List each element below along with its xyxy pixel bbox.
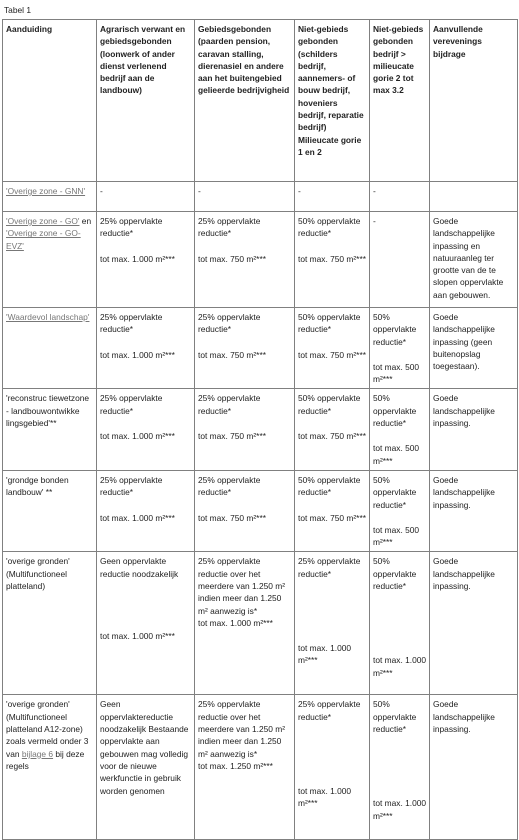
table-row [3,695,518,840]
reduction-text: 25% oppervlakte reductie* [100,312,163,335]
reduction-text: 25% oppervlakte reductie over het meerdere van 1.250 m² indien meer dan 1.250 m² aanwezig is* [198,699,286,759]
max-text: tot max. 1.000 m²*** [100,631,175,642]
reduction-text: 25% oppervlakte reductie* [298,699,361,722]
table-cell [195,389,295,470]
table-row [3,389,518,470]
table-cell: - [370,182,430,212]
max-text: tot max. 750 m²*** [198,431,266,442]
table-cell [97,389,195,470]
max-text: tot max. 1.000 m²*** [100,349,175,360]
table-cell [195,308,295,389]
table-cell [370,470,430,551]
reduction-text: 50% oppervlakte reductie* [373,699,417,735]
reduction-text: 25% oppervlakte reductie* [198,393,261,416]
max-text: tot max. 750 m²*** [198,512,266,523]
reduction-text: 25% oppervlakte reductie* [198,312,261,335]
reduction-text: 25% oppervlakte reductie* [198,216,261,239]
header-row [3,20,518,182]
table-cell [370,552,430,695]
zone-cell [3,182,97,212]
max-text: tot max. 1.000 m²*** [298,643,352,666]
table-cell [97,308,195,389]
table-cell: Goede landschappelijke inpassing. [430,695,518,840]
table-row [3,212,518,308]
table-cell: Goede landschappelijke inpassing. [430,470,518,551]
table-cell: - [370,212,430,308]
connector-text: en [79,216,92,226]
table-caption: Tabel 1 [4,5,32,15]
reduction-text: 50% oppervlakte reductie* [298,312,361,335]
max-text: tot max. 1.000 m²*** [100,512,175,523]
table-cell [370,389,430,470]
header-cell: Aanvullende verevenings bijdrage [430,20,518,182]
table-cell [295,470,370,551]
reduction-text: 50% oppervlakte reductie* [373,312,417,347]
max-text: tot max. 750 m²*** [298,512,366,523]
max-text: tot max. 1.000 m²*** [373,798,427,821]
header-cell: Aanduiding [3,20,97,182]
table-cell: - [295,182,370,212]
table-cell: - [195,182,295,212]
table-cell [97,212,195,308]
table-row [3,308,518,389]
max-text: tot max. 1.000 m²*** [100,431,175,442]
max-text: tot max. 1.000 m²*** [373,655,427,678]
zone-link[interactable]: 'Overige zone - GO' [6,216,80,226]
table-cell [195,552,295,695]
max-text: tot max. 1.000 m²*** [198,617,273,628]
table-cell [97,552,195,695]
table-cell [195,695,295,840]
zone-cell [3,308,97,389]
reduction-text: 25% oppervlakte reductie* [100,474,163,498]
table-cell: Goede landschappelijke inpassing. [430,552,518,695]
header-cell: Agrarisch verwant en gebiedsgebonden (loonwerk of ander dienst verlenend bedrijf aan de landbouw) [97,20,195,182]
reduction-text: Geen oppervlakte reductie noodzakelijk [100,556,179,579]
header-cell: Niet-gebieds gebonden (schilders bedrijf, aannemers- of bouw bedrijf, hoveniers bedrijf, reparatie bedrijf) Milieucate gorie 1 en 2 [295,20,370,182]
table-cell [430,182,518,212]
table-cell [295,695,370,840]
table-cell [295,308,370,389]
reduction-text: 50% oppervlakte reductie* [298,216,361,239]
reduction-text: 25% oppervlakte reductie* [100,216,163,239]
reduction-text: 25% oppervlakte reductie* [198,474,261,498]
zone-link[interactable]: 'Waardevol landschap' [6,312,90,322]
max-text: tot max. 500 m²*** [373,443,420,466]
max-text: tot max. 1.000 m²*** [100,253,175,264]
max-text: tot max. 750 m²*** [298,349,366,360]
reduction-text: 50% oppervlakte reductie* [373,556,417,592]
reduction-text: 25% oppervlakte reductie* [100,393,163,416]
max-text: tot max. 500 m²*** [373,361,420,385]
zone-link[interactable]: 'Overige zone - GNN' [6,186,86,196]
max-text: tot max. 750 m²*** [298,253,366,264]
reduction-text: 50% oppervlakte reductie* [373,474,417,510]
table-cell: Geen oppervlaktereductie noodzakelijk Bestaande oppervlakte aan gebouwen mag volledig voor de nieuwe werkfunctie in gebruik worden genomen [97,695,195,840]
zone-cell [3,212,97,308]
zone-text: bij deze regels [6,748,85,771]
reduction-text: 25% oppervlakte reductie* [298,556,361,579]
table-cell [295,552,370,695]
table-cell: Goede landschappelijke inpassing. [430,389,518,470]
zone-link[interactable]: 'Overige zone - GO-EVZ' [6,228,81,251]
table-cell: - [97,182,195,212]
max-text: tot max. 1.000 m²*** [298,786,352,809]
table-cell [370,308,430,389]
table-cell [295,389,370,470]
table-row [3,470,518,551]
zone-cell: 'overige gronden' (Multifunctioneel platteland) [3,552,97,695]
table-cell [370,695,430,840]
max-text: tot max. 500 m²*** [373,524,420,548]
table-row [3,182,518,212]
data-table [2,19,518,840]
table-cell [195,212,295,308]
header-cell: Niet-gebieds gebonden bedrijf > milieucate gorie 2 tot max 3.2 [370,20,430,182]
zone-cell [3,695,97,840]
table-row [3,552,518,695]
header-cell: Gebiedsgebonden (paarden pension, caravan stalling, dierenasiel en andere aan het buitengebied gelieerde bedrijvigheid [195,20,295,182]
table-cell: Goede landschappelijke inpassing en natuuraanleg ter grootte van de te slopen oppervlakte aan gebouwen. [430,212,518,308]
appendix-link[interactable]: bijlage 6 [21,748,54,759]
zone-text: 'overige gronden' (Multifunctioneel platteland A12-zone) zoals vermeld onder 3 van [6,699,89,759]
max-text: tot max. 750 m²*** [198,253,266,264]
reduction-text: 50% oppervlakte reductie* [373,393,417,429]
table-cell [195,470,295,551]
table-cell: Goede landschappelijke inpassing (geen buitenopslag toegestaan). [430,308,518,389]
reduction-text: 50% oppervlakte reductie* [298,393,361,416]
table-cell [97,470,195,551]
max-text: tot max. 750 m²*** [298,431,366,442]
reduction-text: 25% oppervlakte reductie over het meerdere van 1.250 m² indien meer dan 1.250 m² aanwezig is* [198,556,286,616]
reduction-text: 50% oppervlakte reductie* [298,474,361,498]
max-text: tot max. 1.250 m²*** [198,760,273,771]
max-text: tot max. 750 m²*** [198,349,266,360]
zone-cell: 'reconstruc tiewetzone - landbouwontwikke lingsgebied'** [3,389,97,470]
zone-cell: 'grondge bonden landbouw' ** [3,470,97,551]
table-cell [295,212,370,308]
